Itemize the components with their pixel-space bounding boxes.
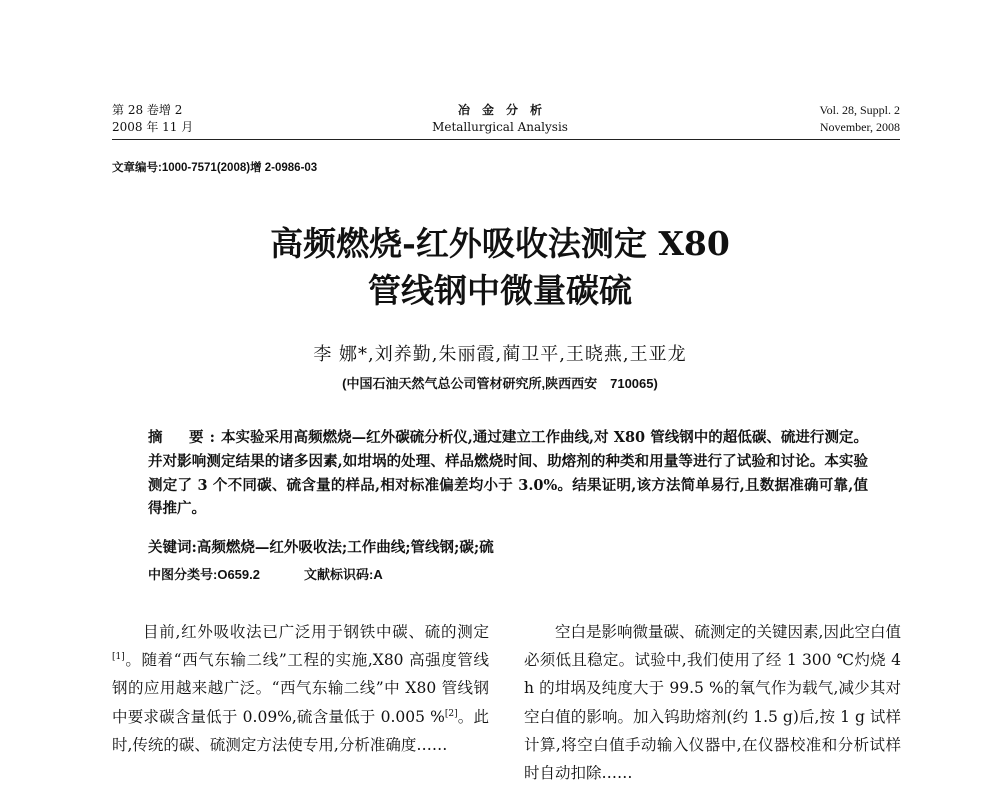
- volume-issue: 第 28 卷增 2: [112, 103, 183, 117]
- abstract-label: 摘 要:: [148, 429, 221, 446]
- journal-name: [380, 102, 620, 136]
- body-column-left: [112, 618, 489, 759]
- journal-volume-info: [112, 102, 193, 136]
- abstract: [148, 426, 868, 521]
- authors: 李 娜*,刘养勤,朱丽霞,蔺卫平,王晓燕,王亚龙: [313, 344, 687, 365]
- journal-name-en: Metallurgical Analysis: [432, 120, 568, 134]
- blank-value-paragraph: 空白是影响微量碳、硫测定的关键因素,因此空白值必须低且稳定。试验中,我们使用了经 1 300 ℃灼烧 4 h 的坩埚及纯度大于 99.5 %的氧气作为载气,减少其对空白值的影响。加入钨助熔剂(约 1.5 g)后,按 1 g 试样计算,将空白值手动输入仪器中,在仪器校准和分析试样时自动扣除……: [524, 623, 901, 783]
- body-column-right: [524, 618, 901, 787]
- title-line-1: 高频燃烧-红外吸收法测定 X80: [270, 224, 730, 263]
- header-divider: [112, 139, 900, 140]
- date-en: November, 2008: [819, 120, 900, 134]
- intro-text-1: 目前,红外吸收法已广泛用于钢铁中碳、硫的测定: [143, 623, 489, 641]
- affiliation: (中国石油天然气总公司管材研究所,陕西西安 710065): [342, 376, 658, 391]
- volume-en: Vol. 28, Suppl. 2: [819, 103, 900, 117]
- classification-line: [148, 564, 383, 583]
- keywords: 关键词:高频燃烧—红外吸收法;工作曲线;管线钢;碳;硫: [148, 539, 494, 556]
- journal-name-cn: 冶 金 分 析: [457, 103, 542, 117]
- article-number: 文章编号:1000-7571(2008)增 2-0986-03: [112, 162, 318, 174]
- citation-2: [2]: [444, 708, 458, 719]
- title-line-2: 管线钢中微量碳硫: [368, 271, 632, 310]
- intro-text-2: 。随着“西气东输二线”工程的实施,X80 高强度管线钢的应用越来越广泛。“西气东输二线”中 X80 管线钢中要求碳含量低于 0.09%,硫含量低于 0.005 %: [112, 651, 489, 726]
- citation-1: [1]: [112, 652, 125, 663]
- journal-volume-en: [820, 102, 900, 136]
- clc-number: 中图分类号:O659.2: [148, 567, 260, 582]
- publication-date: 2008 年 11 月: [112, 120, 194, 134]
- document-code: 文献标识码:A: [303, 567, 383, 582]
- intro-paragraph: [112, 618, 489, 759]
- paper-title: [200, 220, 800, 314]
- intro-text-3: 。此时,传统的碳、硫测定方法使专用,分析准确度……: [112, 707, 489, 754]
- abstract-text: 本实验采用高频燃烧—红外碳硫分析仪,通过建立工作曲线,对 X80 管线钢中的超低碳、硫进行测定。并对影响测定结果的诸多因素,如坩埚的处理、样品燃烧时间、助熔剂的种类和用量等进行了试验和讨论。本实验测定了 3 个不同碳、硫含量的样品,相对标准偏差均小于 3.0%。结果证明,该方法简单易行,且数据准确可靠,值得推广。: [148, 429, 868, 518]
